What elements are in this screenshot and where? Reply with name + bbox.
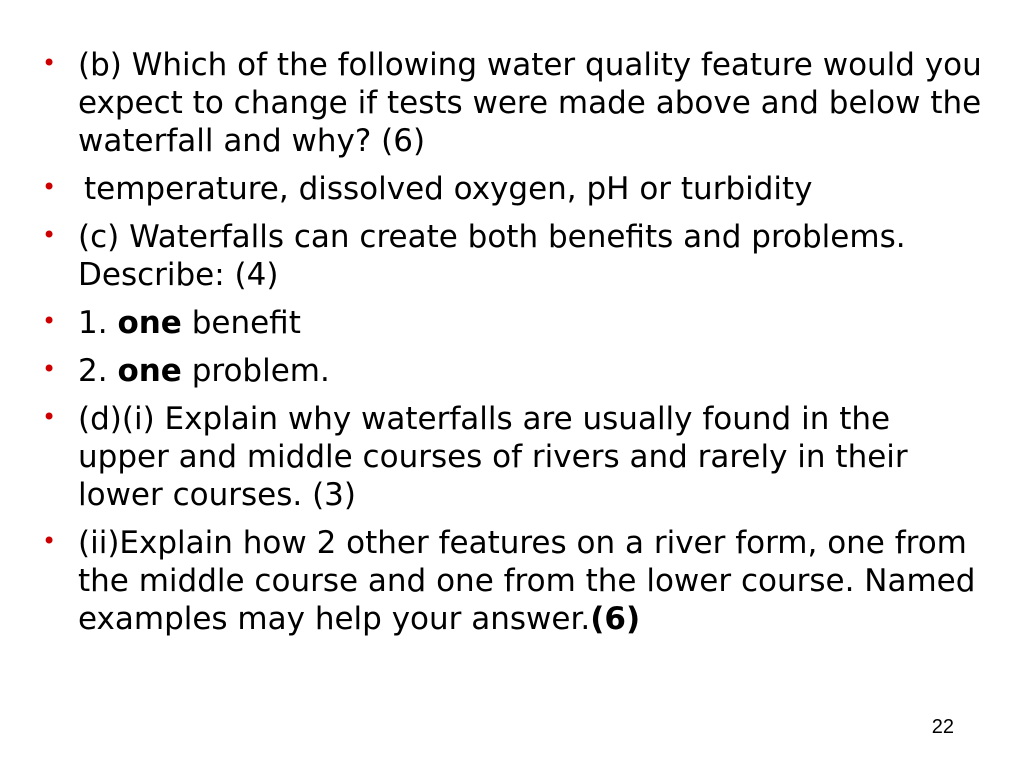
bullet-item-d-ii-question [40,524,990,638]
bullet-prefix: 2. [78,353,118,389]
bullet-text: (b) Which of the following water quality feature would you expect to change if tests were made above and below the waterfall and why? (6) [78,47,982,159]
bullet-icon: • [42,355,57,383]
bullet-icon: • [42,49,57,77]
bullet-icon: • [42,221,57,249]
bullet-icon: • [42,403,57,431]
bullet-item-b-question [40,46,990,160]
bullet-prefix: (ii)Explain how 2 other features on a river form, one from the middle course and one from the lower course. Named examples may help your answer. [78,525,976,637]
bullet-icon: • [42,307,57,335]
bullet-list [40,46,990,648]
page-number: 22 [931,716,954,738]
bullet-item-b-answer [40,170,990,208]
bullet-suffix: problem. [181,353,330,389]
bullet-item-c-question [40,218,990,294]
bullet-text: (c) Waterfalls can create both benefits and problems. Describe: (4) [78,219,906,293]
bullet-text: (d)(i) Explain why waterfalls are usually found in the upper and middle courses of rivers and rarely in their lower courses. (3) [78,401,908,513]
bullet-icon: • [42,173,57,201]
bullet-icon: • [42,527,57,555]
bullet-text: temperature, dissolved oxygen, pH or turbidity [84,171,813,207]
bullet-bold: one [117,353,182,389]
bullet-item-benefit [40,304,990,342]
bullet-item-problem [40,352,990,390]
bullet-prefix: 1. [78,305,118,341]
bullet-bold: one [117,305,182,341]
bullet-item-d-i-question [40,400,990,514]
bullet-suffix: benefit [181,305,301,341]
bullet-bold: (6) [590,601,641,637]
